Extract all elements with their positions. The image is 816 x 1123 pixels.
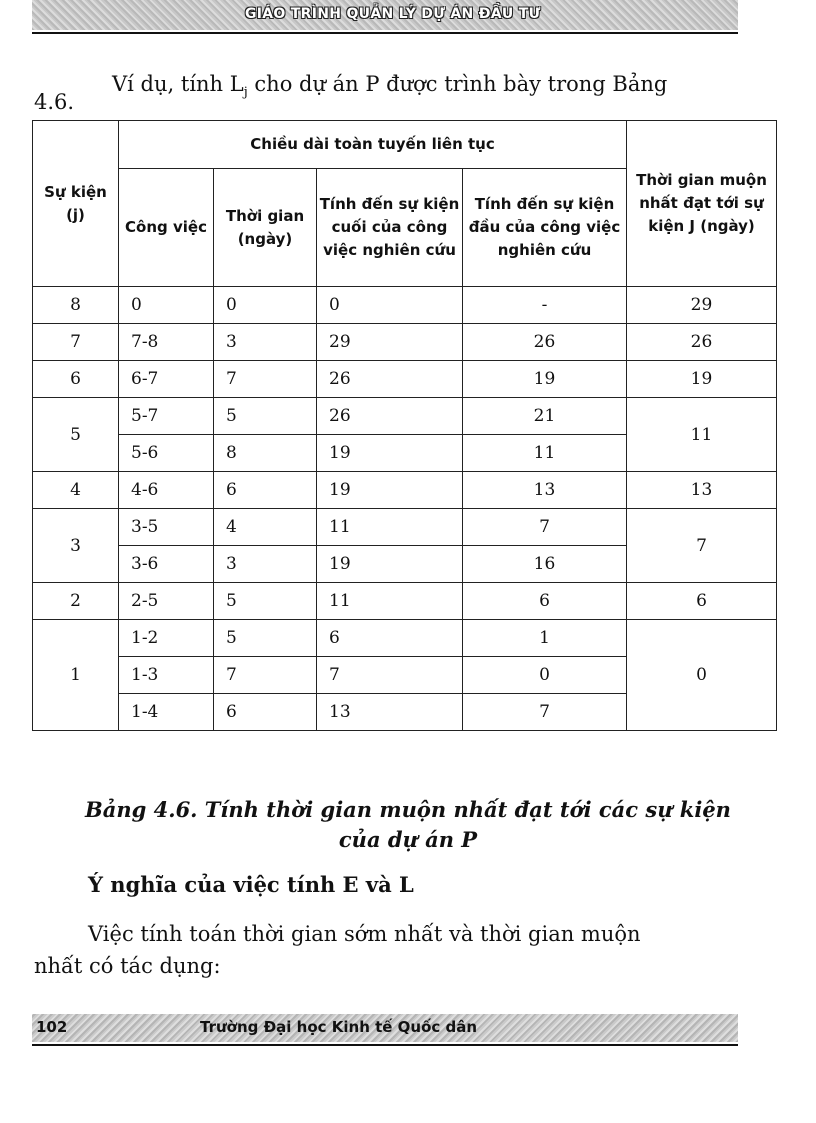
cell-duration: 5 <box>214 583 317 620</box>
table-row <box>33 324 777 361</box>
cell-to-start: 0 <box>463 657 627 694</box>
cell-to-end: 7 <box>317 657 463 694</box>
header-latest-time: Thời gian muộn nhất đạt tới sự kiện J (ngày) <box>627 121 777 287</box>
table-row <box>33 472 777 509</box>
header-rule <box>32 32 738 34</box>
intro-paragraph-line2: 4.6. <box>34 90 75 114</box>
cell-duration: 8 <box>214 435 317 472</box>
body-paragraph-line2: nhất có tác dụng: <box>34 954 221 978</box>
cell-to-start: 19 <box>463 361 627 398</box>
table-row <box>33 398 777 435</box>
cell-latest: 0 <box>627 620 777 731</box>
cell-latest: 26 <box>627 324 777 361</box>
cell-duration: 5 <box>214 398 317 435</box>
cell-task: 5-6 <box>119 435 214 472</box>
cell-task: 1-4 <box>119 694 214 731</box>
cell-to-start: 6 <box>463 583 627 620</box>
cell-task: 1-3 <box>119 657 214 694</box>
cell-latest: 6 <box>627 583 777 620</box>
footer-university: Trường Đại học Kinh tế Quốc dân <box>200 1018 478 1036</box>
cell-event: 1 <box>33 620 119 731</box>
cell-to-end: 11 <box>317 583 463 620</box>
cell-duration: 7 <box>214 361 317 398</box>
cell-to-start: 26 <box>463 324 627 361</box>
footer-rule <box>32 1044 738 1046</box>
intro-text: Ví dụ, tính L <box>112 72 244 96</box>
table-row <box>33 509 777 546</box>
cell-to-end: 26 <box>317 398 463 435</box>
intro-paragraph-line1 <box>112 68 667 109</box>
cell-to-end: 26 <box>317 361 463 398</box>
cell-latest: 29 <box>627 287 777 324</box>
body-paragraph-line1: Việc tính toán thời gian sớm nhất và thời gian muộn <box>88 922 641 946</box>
cell-duration: 4 <box>214 509 317 546</box>
cell-task: 2-5 <box>119 583 214 620</box>
cell-latest: 7 <box>627 509 777 583</box>
cell-duration: 3 <box>214 546 317 583</box>
cell-to-end: 19 <box>317 472 463 509</box>
cell-event: 5 <box>33 398 119 472</box>
cell-task: 3-6 <box>119 546 214 583</box>
header-duration: Thời gian (ngày) <box>214 169 317 287</box>
cell-task: 5-7 <box>119 398 214 435</box>
intro-subscript: j <box>243 85 248 101</box>
cell-task: 0 <box>119 287 214 324</box>
cell-to-end: 19 <box>317 435 463 472</box>
cell-event: 6 <box>33 361 119 398</box>
cell-task: 6-7 <box>119 361 214 398</box>
table-row <box>33 361 777 398</box>
cell-to-start: 7 <box>463 509 627 546</box>
cell-latest: 13 <box>627 472 777 509</box>
cell-to-start: 7 <box>463 694 627 731</box>
cell-event: 2 <box>33 583 119 620</box>
cell-duration: 7 <box>214 657 317 694</box>
page-number: 102 <box>36 1018 68 1036</box>
cell-event: 8 <box>33 287 119 324</box>
cell-to-end: 6 <box>317 620 463 657</box>
cell-to-start: 16 <box>463 546 627 583</box>
cell-to-start: 1 <box>463 620 627 657</box>
table-row <box>33 620 777 657</box>
cell-duration: 5 <box>214 620 317 657</box>
cell-duration: 3 <box>214 324 317 361</box>
header-event: Sự kiện (j) <box>33 121 119 287</box>
cell-duration: 0 <box>214 287 317 324</box>
header-continuous-path-group: Chiều dài toàn tuyến liên tục <box>119 121 627 169</box>
cell-task: 3-5 <box>119 509 214 546</box>
cell-duration: 6 <box>214 694 317 731</box>
cell-latest: 11 <box>627 398 777 472</box>
cell-to-start: 21 <box>463 398 627 435</box>
cell-to-end: 13 <box>317 694 463 731</box>
cell-to-start: 13 <box>463 472 627 509</box>
intro-text-rest: cho dự án P được trình bày trong Bảng <box>247 72 668 96</box>
table-row <box>33 287 777 324</box>
table-caption-line1: Bảng 4.6. Tính thời gian muộn nhất đạt tới các sự kiện <box>85 797 731 822</box>
cell-to-end: 11 <box>317 509 463 546</box>
cell-to-start: - <box>463 287 627 324</box>
header-task: Công việc <box>119 169 214 287</box>
header-to-end-event: Tính đến sự kiện cuối của công việc nghiên cứu <box>317 169 463 287</box>
table-caption-line2: của dự án P <box>338 827 478 852</box>
cell-to-end: 29 <box>317 324 463 361</box>
cell-duration: 6 <box>214 472 317 509</box>
cell-latest: 19 <box>627 361 777 398</box>
cell-event: 7 <box>33 324 119 361</box>
latest-time-table <box>32 120 777 731</box>
cell-to-end: 19 <box>317 546 463 583</box>
running-header-title: GIÁO TRÌNH QUẢN LÝ DỰ ÁN ĐẦU TƯ <box>245 6 541 22</box>
cell-to-end: 0 <box>317 287 463 324</box>
section-heading: Ý nghĩa của việc tính E và L <box>88 872 414 897</box>
table-row <box>33 583 777 620</box>
cell-event: 4 <box>33 472 119 509</box>
cell-task: 7-8 <box>119 324 214 361</box>
cell-event: 3 <box>33 509 119 583</box>
header-to-start-event: Tính đến sự kiện đầu của công việc nghiên cứu <box>463 169 627 287</box>
cell-task: 4-6 <box>119 472 214 509</box>
cell-task: 1-2 <box>119 620 214 657</box>
cell-to-start: 11 <box>463 435 627 472</box>
